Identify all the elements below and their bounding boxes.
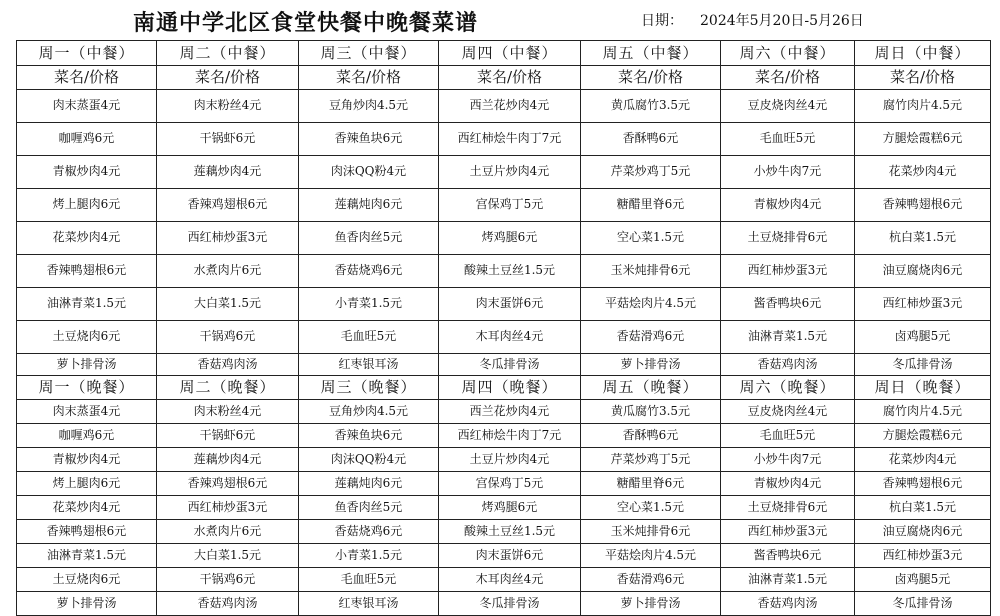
dish-cell: 香菇烧鸡6元 [299,255,439,288]
dish-cell: 油淋青菜1.5元 [17,288,157,321]
dish-cell: 大白菜1.5元 [157,288,299,321]
dish-cell: 烤上腿肉6元 [17,189,157,222]
dish-cell: 油豆腐烧肉6元 [855,520,991,544]
dish-cell: 莲藕炖肉6元 [299,189,439,222]
dish-cell: 豆皮烧肉丝4元 [721,90,855,123]
dish-cell: 西红柿炒蛋3元 [721,520,855,544]
dish-cell: 油淋青菜1.5元 [17,544,157,568]
dish-cell: 香辣鱼块6元 [299,424,439,448]
day-header-cell: 周三（晚餐） [299,376,439,400]
soup-cell: 红枣银耳汤 [299,354,439,376]
dish-cell: 肉沫QQ粉4元 [299,156,439,189]
dish-cell: 香辣鸭翅根6元 [855,472,991,496]
soup-cell: 冬瓜排骨汤 [439,354,581,376]
dish-cell: 油淋青菜1.5元 [721,568,855,592]
dish-cell: 香菇滑鸡6元 [581,568,721,592]
dish-cell: 青椒炒肉4元 [721,472,855,496]
dish-cell: 土豆烧肉6元 [17,568,157,592]
lunch-dish-row [17,156,991,189]
dish-cell: 毛血旺5元 [721,123,855,156]
lunch-dish-row [17,321,991,354]
dish-cell: 西红柿烩牛肉丁7元 [439,123,581,156]
dish-cell: 方腿烩霞糕6元 [855,123,991,156]
day-header-cell: 周三（中餐） [299,41,439,66]
lunch-day-header-row [17,41,991,66]
dish-cell: 烤鸡腿6元 [439,222,581,255]
date-label: 日期： [641,13,683,29]
dish-cell: 豆角炒肉4.5元 [299,90,439,123]
soup-cell: 萝卜排骨汤 [17,592,157,616]
dish-cell: 花菜炒肉4元 [17,222,157,255]
lunch-dish-row [17,222,991,255]
day-header-cell: 周一（晚餐） [17,376,157,400]
dish-cell: 香辣鸭翅根6元 [17,255,157,288]
dish-cell: 鱼香肉丝5元 [299,496,439,520]
dinner-dish-row [17,400,991,424]
day-header-cell: 周二（中餐） [157,41,299,66]
dish-cell: 肉末粉丝4元 [157,400,299,424]
dish-cell: 西红柿炒蛋3元 [855,288,991,321]
day-header-cell: 周六（晚餐） [721,376,855,400]
dish-cell: 杭白菜1.5元 [855,222,991,255]
dish-cell: 西红柿炒蛋3元 [157,496,299,520]
dish-cell: 青椒炒肉4元 [721,189,855,222]
dish-cell: 土豆片炒肉4元 [439,448,581,472]
dish-cell: 宫保鸡丁5元 [439,189,581,222]
dish-cell: 小炒牛肉7元 [721,448,855,472]
dish-cell: 木耳肉丝4元 [439,568,581,592]
dish-cell: 平菇烩肉片4.5元 [581,544,721,568]
day-header-cell: 周四（中餐） [439,41,581,66]
dish-cell: 平菇烩肉片4.5元 [581,288,721,321]
soup-cell: 香菇鸡肉汤 [721,592,855,616]
dish-cell: 香辣鸡翅根6元 [157,189,299,222]
dish-cell: 小炒牛肉7元 [721,156,855,189]
dish-cell: 水煮肉片6元 [157,255,299,288]
dish-cell: 腐竹肉片4.5元 [855,400,991,424]
lunch-dish-row [17,255,991,288]
day-header-cell: 周六（中餐） [721,41,855,66]
dish-cell: 空心菜1.5元 [581,222,721,255]
column-header-cell: 菜名/价格 [299,66,439,90]
dish-cell: 豆角炒肉4.5元 [299,400,439,424]
dish-cell: 芹菜炒鸡丁5元 [581,156,721,189]
dish-cell: 青椒炒肉4元 [17,156,157,189]
soup-cell: 香菇鸡肉汤 [157,592,299,616]
dinner-dish-row [17,424,991,448]
dish-cell: 黄瓜腐竹3.5元 [581,90,721,123]
soup-cell: 香菇鸡肉汤 [721,354,855,376]
dish-cell: 莲藕炒肉4元 [157,156,299,189]
dish-cell: 木耳肉丝4元 [439,321,581,354]
dish-cell: 腐竹肉片4.5元 [855,90,991,123]
dish-cell: 毛血旺5元 [299,568,439,592]
dish-cell: 酸辣土豆丝1.5元 [439,520,581,544]
soup-cell: 红枣银耳汤 [299,592,439,616]
dish-cell: 卤鸡腿5元 [855,321,991,354]
soup-cell: 萝卜排骨汤 [17,354,157,376]
dish-cell: 酱香鸭块6元 [721,288,855,321]
dish-cell: 肉沫QQ粉4元 [299,448,439,472]
lunch-dish-row [17,123,991,156]
dish-cell: 肉末蒸蛋4元 [17,400,157,424]
dinner-day-header-row [17,376,991,400]
dish-cell: 玉米炖排骨6元 [581,520,721,544]
dish-cell: 肉末蛋饼6元 [439,544,581,568]
soup-cell: 冬瓜排骨汤 [855,592,991,616]
date-value: 2024年5月20日-5月26日 [700,13,864,29]
dish-cell: 土豆烧肉6元 [17,321,157,354]
dish-cell: 香酥鸭6元 [581,424,721,448]
dish-cell: 酸辣土豆丝1.5元 [439,255,581,288]
soup-cell: 冬瓜排骨汤 [855,354,991,376]
dish-cell: 大白菜1.5元 [157,544,299,568]
day-header-cell: 周日（中餐） [855,41,991,66]
dish-cell: 鱼香肉丝5元 [299,222,439,255]
menu-table-body [17,41,991,616]
dish-cell: 花菜炒肉4元 [855,156,991,189]
dish-cell: 肉末蒸蛋4元 [17,90,157,123]
dish-cell: 土豆烧排骨6元 [721,496,855,520]
dish-cell: 芹菜炒鸡丁5元 [581,448,721,472]
dish-cell: 肉末粉丝4元 [157,90,299,123]
dish-cell: 西兰花炒肉4元 [439,400,581,424]
dish-cell: 糖醋里脊6元 [581,472,721,496]
dish-cell: 毛血旺5元 [721,424,855,448]
dish-cell: 糖醋里脊6元 [581,189,721,222]
dish-cell: 肉末蛋饼6元 [439,288,581,321]
dish-cell: 杭白菜1.5元 [855,496,991,520]
dish-cell: 干锅虾6元 [157,123,299,156]
menu-table [16,40,991,616]
dish-cell: 土豆烧排骨6元 [721,222,855,255]
dish-cell: 莲藕炒肉4元 [157,448,299,472]
dish-cell: 水煮肉片6元 [157,520,299,544]
column-header-cell: 菜名/价格 [581,66,721,90]
day-header-cell: 周四（晚餐） [439,376,581,400]
dish-cell: 油豆腐烧肉6元 [855,255,991,288]
dish-cell: 卤鸡腿5元 [855,568,991,592]
dish-cell: 油淋青菜1.5元 [721,321,855,354]
dish-cell: 烤上腿肉6元 [17,472,157,496]
dish-cell: 花菜炒肉4元 [17,496,157,520]
dinner-soup-row [17,592,991,616]
dish-cell: 酱香鸭块6元 [721,544,855,568]
column-header-cell: 菜名/价格 [721,66,855,90]
dish-cell: 毛血旺5元 [299,321,439,354]
day-header-cell: 周五（中餐） [581,41,721,66]
column-header-cell: 菜名/价格 [17,66,157,90]
dish-cell: 干锅鸡6元 [157,321,299,354]
lunch-dish-row [17,189,991,222]
lunch-soup-row [17,354,991,376]
dish-cell: 花菜炒肉4元 [855,448,991,472]
day-header-cell: 周日（晚餐） [855,376,991,400]
lunch-column-header-row [17,66,991,90]
dinner-dish-row [17,496,991,520]
page-title: 南通中学北区食堂快餐中晚餐菜谱 [133,10,479,36]
dish-cell: 咖喱鸡6元 [17,123,157,156]
dish-cell: 香酥鸭6元 [581,123,721,156]
dish-cell: 玉米炖排骨6元 [581,255,721,288]
column-header-cell: 菜名/价格 [439,66,581,90]
soup-cell: 冬瓜排骨汤 [439,592,581,616]
dinner-dish-row [17,448,991,472]
dish-cell: 青椒炒肉4元 [17,448,157,472]
page-header [0,0,1000,40]
dish-cell: 豆皮烧肉丝4元 [721,400,855,424]
day-header-cell: 周二（晚餐） [157,376,299,400]
dish-cell: 小青菜1.5元 [299,288,439,321]
dish-cell: 香辣鸭翅根6元 [855,189,991,222]
dish-cell: 莲藕炖肉6元 [299,472,439,496]
dish-cell: 西红柿烩牛肉丁7元 [439,424,581,448]
footer-note [0,580,1000,589]
dish-cell: 小青菜1.5元 [299,544,439,568]
dish-cell: 咖喱鸡6元 [17,424,157,448]
soup-cell: 萝卜排骨汤 [581,354,721,376]
dinner-dish-row [17,472,991,496]
dish-cell: 香辣鸭翅根6元 [17,520,157,544]
dish-cell: 香辣鸡翅根6元 [157,472,299,496]
dish-cell: 西红柿炒蛋3元 [721,255,855,288]
dish-cell: 宫保鸡丁5元 [439,472,581,496]
dinner-dish-row [17,544,991,568]
column-header-cell: 菜名/价格 [157,66,299,90]
lunch-dish-row [17,288,991,321]
dish-cell: 西兰花炒肉4元 [439,90,581,123]
dinner-dish-row [17,520,991,544]
column-header-cell: 菜名/价格 [855,66,991,90]
day-header-cell: 周五（晚餐） [581,376,721,400]
soup-cell: 香菇鸡肉汤 [157,354,299,376]
dish-cell: 土豆片炒肉4元 [439,156,581,189]
lunch-dish-row [17,90,991,123]
dish-cell: 干锅虾6元 [157,424,299,448]
dish-cell: 香菇滑鸡6元 [581,321,721,354]
dish-cell: 烤鸡腿6元 [439,496,581,520]
soup-cell: 萝卜排骨汤 [581,592,721,616]
dish-cell: 空心菜1.5元 [581,496,721,520]
dish-cell: 黄瓜腐竹3.5元 [581,400,721,424]
dish-cell: 香辣鱼块6元 [299,123,439,156]
dish-cell: 干锅鸡6元 [157,568,299,592]
day-header-cell: 周一（中餐） [17,41,157,66]
dish-cell: 香菇烧鸡6元 [299,520,439,544]
dish-cell: 西红柿炒蛋3元 [157,222,299,255]
dish-cell: 西红柿炒蛋3元 [855,544,991,568]
dish-cell: 方腿烩霞糕6元 [855,424,991,448]
